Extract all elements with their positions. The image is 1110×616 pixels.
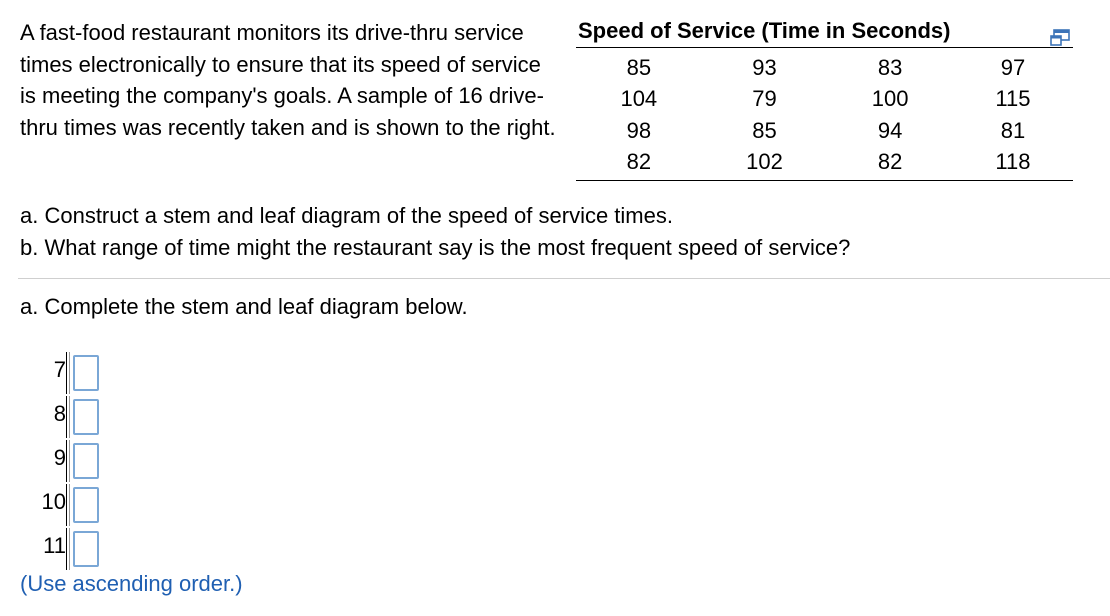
stem-label: 11 [43, 533, 66, 558]
leaf-input-11[interactable] [73, 531, 99, 567]
section-divider [18, 278, 1110, 279]
table-cell: 115 [995, 86, 1031, 112]
table-cell: 102 [746, 149, 783, 175]
table-cell: 104 [620, 86, 658, 112]
stem-divider-rule [69, 528, 70, 570]
data-panel [576, 15, 1073, 181]
table-cell: 98 [626, 117, 652, 143]
leaf-input-8[interactable] [73, 399, 99, 435]
stem-label: 8 [53, 401, 66, 426]
data-table-title [576, 15, 1073, 47]
ascending-order-hint: (Use ascending order.) [20, 571, 243, 596]
stem-row-10 [20, 482, 100, 526]
stem-row-11 [20, 526, 100, 570]
stem-label: 9 [53, 445, 66, 470]
stem-row-9 [20, 438, 100, 482]
problem-statement: A fast-food restaurant monitors its drive-thru service times electronically to ensure that its speed of service is meeting the company's goals. A sample of 16 drive-thru times was recently taken and is shown to the right. [20, 20, 556, 140]
stem-divider-rule [69, 440, 70, 482]
table-cell: 97 [1000, 54, 1026, 80]
table-cell: 81 [1000, 117, 1026, 143]
table-cell: 94 [877, 117, 903, 143]
leaf-input-9[interactable] [73, 443, 99, 479]
table-cell: 118 [995, 149, 1031, 175]
table-cell: 83 [877, 54, 903, 80]
stem-divider-line [66, 440, 67, 482]
stem-divider-line [66, 396, 67, 438]
table-row [576, 147, 1073, 181]
data-table [576, 47, 1073, 181]
stem-leaf-diagram [20, 350, 100, 570]
stem-divider-rule [69, 352, 70, 394]
stem-row-7 [20, 350, 100, 394]
table-row [576, 84, 1073, 116]
data-table-title-text: Speed of Service (Time in Seconds) [578, 18, 951, 43]
table-cell: 85 [752, 117, 777, 143]
leaf-input-7[interactable] [73, 355, 99, 391]
stem-row-8 [20, 394, 100, 438]
copy-data-icon[interactable] [1049, 24, 1073, 42]
question-b: b. What range of time might the restaurant say is the most frequent speed of service? [20, 235, 851, 260]
table-row [576, 115, 1073, 147]
table-cell: 82 [877, 149, 903, 175]
table-cell: 100 [871, 86, 909, 112]
stem-divider-rule [69, 484, 70, 526]
leaf-input-10[interactable] [73, 487, 99, 523]
stem-divider-rule [69, 396, 70, 438]
part-a-prompt: a. Complete the stem and leaf diagram below. [20, 294, 468, 319]
table-cell: 93 [752, 54, 777, 80]
stem-label: 10 [41, 489, 66, 514]
table-cell: 85 [626, 54, 652, 80]
table-cell: 82 [626, 149, 652, 175]
stem-label: 7 [53, 357, 66, 382]
table-cell: 79 [752, 86, 777, 112]
stem-divider-line [66, 484, 67, 526]
question-list [20, 200, 850, 264]
stem-divider-line [66, 352, 67, 394]
stem-divider-line [66, 528, 67, 570]
question-a: a. Construct a stem and leaf diagram of the speed of service times. [20, 203, 673, 228]
table-row [576, 48, 1073, 84]
